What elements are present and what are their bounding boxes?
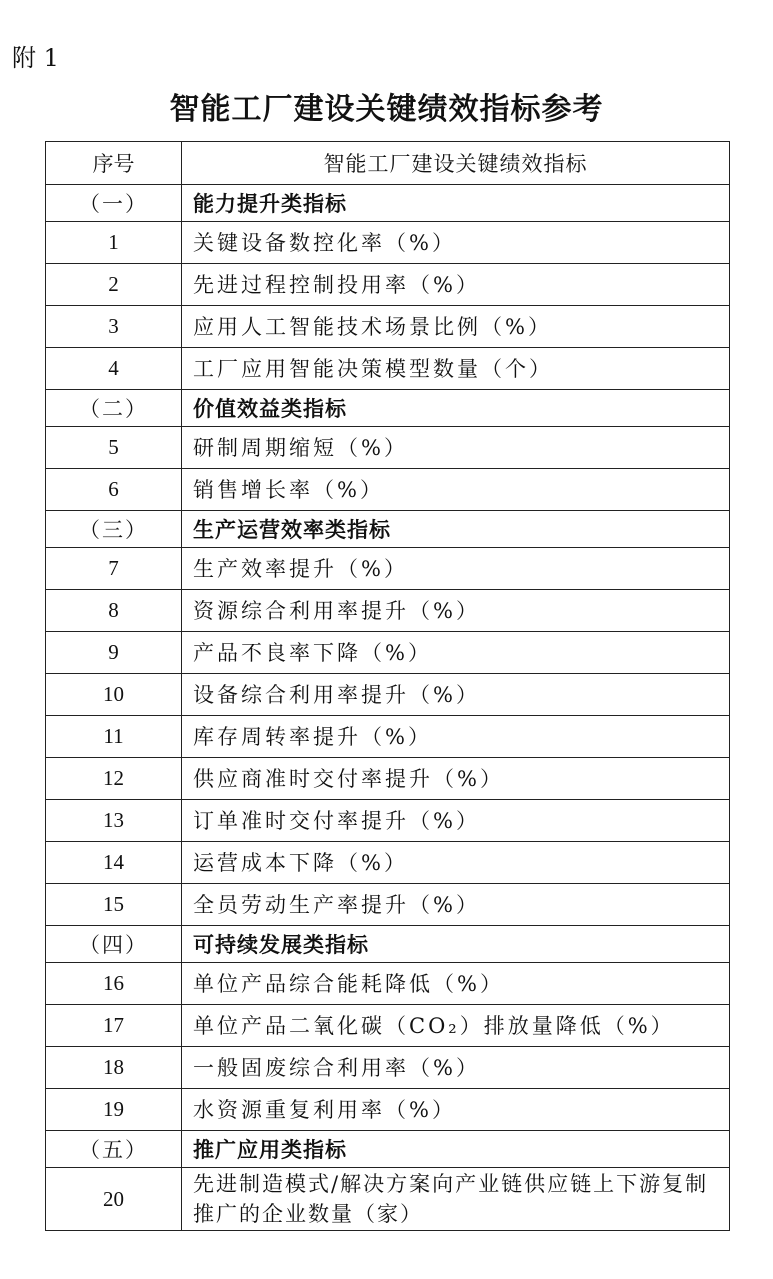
- table-row: [46, 1047, 730, 1089]
- row-number: 2: [46, 264, 182, 306]
- indicator-name: 单位产品综合能耗降低（%）: [182, 963, 730, 1005]
- kpi-table: [45, 141, 730, 1231]
- row-number: 1: [46, 222, 182, 264]
- section-row: [46, 511, 730, 548]
- indicator-name: 销售增长率（%）: [182, 469, 730, 511]
- indicator-name: 资源综合利用率提升（%）: [182, 590, 730, 632]
- section-number: （二）: [46, 390, 182, 427]
- table-row: [46, 264, 730, 306]
- table-body: [46, 185, 730, 1231]
- row-number: 17: [46, 1005, 182, 1047]
- row-number: 20: [46, 1168, 182, 1231]
- section-row: [46, 926, 730, 963]
- table-header-row: [46, 142, 730, 185]
- indicator-name: 一般固废综合利用率（%）: [182, 1047, 730, 1089]
- indicator-name: 先进制造模式/解决方案向产业链供应链上下游复制推广的企业数量（家）: [182, 1168, 730, 1231]
- indicator-name: 先进过程控制投用率（%）: [182, 264, 730, 306]
- section-row: [46, 1131, 730, 1168]
- table-row: [46, 716, 730, 758]
- row-number: 8: [46, 590, 182, 632]
- section-title: 能力提升类指标: [182, 185, 730, 222]
- indicator-name: 产品不良率下降（%）: [182, 632, 730, 674]
- indicator-name: 应用人工智能技术场景比例（%）: [182, 306, 730, 348]
- table-row: [46, 548, 730, 590]
- table-row: [46, 222, 730, 264]
- indicator-name: 水资源重复利用率（%）: [182, 1089, 730, 1131]
- row-number: 3: [46, 306, 182, 348]
- row-number: 13: [46, 800, 182, 842]
- header-seq: 序号: [46, 142, 182, 185]
- section-title: 可持续发展类指标: [182, 926, 730, 963]
- row-number: 4: [46, 348, 182, 390]
- indicator-name: 单位产品二氧化碳（CO₂）排放量降低（%）: [182, 1005, 730, 1047]
- table-row: [46, 884, 730, 926]
- indicator-name: 订单准时交付率提升（%）: [182, 800, 730, 842]
- row-number: 5: [46, 427, 182, 469]
- row-number: 11: [46, 716, 182, 758]
- table-row: [46, 590, 730, 632]
- indicator-name: 库存周转率提升（%）: [182, 716, 730, 758]
- row-number: 19: [46, 1089, 182, 1131]
- row-number: 18: [46, 1047, 182, 1089]
- table-row: [46, 963, 730, 1005]
- indicator-name: 生产效率提升（%）: [182, 548, 730, 590]
- indicator-name: 研制周期缩短（%）: [182, 427, 730, 469]
- table-row: [46, 758, 730, 800]
- table-row: [46, 1089, 730, 1131]
- table-row: [46, 306, 730, 348]
- indicator-name: 运营成本下降（%）: [182, 842, 730, 884]
- section-title: 价值效益类指标: [182, 390, 730, 427]
- table-row: [46, 800, 730, 842]
- indicator-name: 全员劳动生产率提升（%）: [182, 884, 730, 926]
- section-number: （三）: [46, 511, 182, 548]
- section-row: [46, 185, 730, 222]
- indicator-name: 关键设备数控化率（%）: [182, 222, 730, 264]
- section-number: （五）: [46, 1131, 182, 1168]
- table-row: [46, 674, 730, 716]
- indicator-name: 供应商准时交付率提升（%）: [182, 758, 730, 800]
- row-number: 7: [46, 548, 182, 590]
- section-title: 推广应用类指标: [182, 1131, 730, 1168]
- row-number: 14: [46, 842, 182, 884]
- header-indicator: 智能工厂建设关键绩效指标: [182, 142, 730, 185]
- row-number: 10: [46, 674, 182, 716]
- row-number: 6: [46, 469, 182, 511]
- row-number: 16: [46, 963, 182, 1005]
- attachment-label: 附 1: [12, 44, 59, 72]
- section-number: （四）: [46, 926, 182, 963]
- table-row: [46, 632, 730, 674]
- row-number: 9: [46, 632, 182, 674]
- section-number: （一）: [46, 185, 182, 222]
- table-row: [46, 1005, 730, 1047]
- section-title: 生产运营效率类指标: [182, 511, 730, 548]
- table-row: [46, 427, 730, 469]
- table-row: [46, 469, 730, 511]
- row-number: 12: [46, 758, 182, 800]
- section-row: [46, 390, 730, 427]
- row-number: 15: [46, 884, 182, 926]
- table-row: [46, 348, 730, 390]
- indicator-name: 设备综合利用率提升（%）: [182, 674, 730, 716]
- table-row: [46, 1168, 730, 1231]
- table-row: [46, 842, 730, 884]
- indicator-name: 工厂应用智能决策模型数量（个）: [182, 348, 730, 390]
- document-title: 智能工厂建设关键绩效指标参考: [169, 92, 604, 127]
